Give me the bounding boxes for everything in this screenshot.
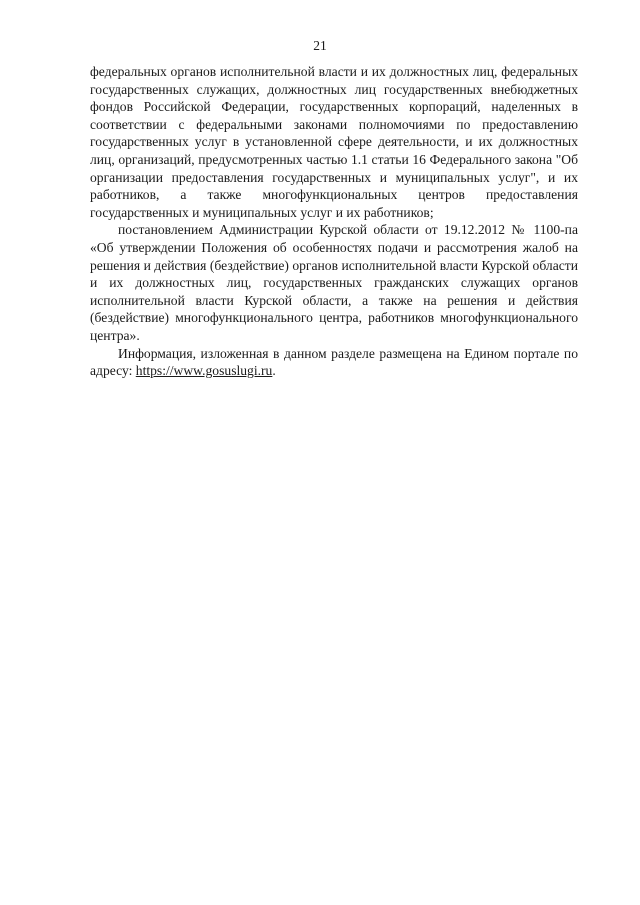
paragraph-federal-bodies: федеральных органов исполнительной власти и их должностных лиц, федеральных государственных служащих, должностных лиц государственных внебюджетных фондов Российской Федерации, государственных корпораций, наделенных в соответствии с федеральными законами полномочиями по предоставлению государственных услуг в установленной сфере деятельности, и их должностных лиц, организаций, предусмотренных частью 1.1 статьи 16 Федерального закона "Об организации предоставления государственных и муниципальных услуг", и их работников, а также многофункциональных центров предоставления государственных и муниципальных услуг и их работников; <box>90 64 578 220</box>
document-body <box>90 63 578 380</box>
gosuslugi-link[interactable]: https://www.gosuslugi.ru <box>135 363 273 379</box>
page-number: 21 <box>313 38 327 53</box>
portal-info-end: . <box>272 363 276 379</box>
portal-info-text: Информация, изложенная в данном разделе размещена на Едином порталe по адресу: <box>90 345 578 379</box>
paragraph-kursk-resolution: постановлением Администрации Курской области от 19.12.2012 № 1100-па «Об утверждении Положения об особенностях подачи и рассмотрения жалоб на решения и действия (бездействие) органов исполнительной власти Курской области и их должностных лиц, государственных гражданских служащих органов исполнительной власти Курской области, а также на решения и действия (бездействие) многофункционального центра, работников многофункционального центра». <box>90 222 578 343</box>
paragraph-portal-info <box>90 345 578 380</box>
